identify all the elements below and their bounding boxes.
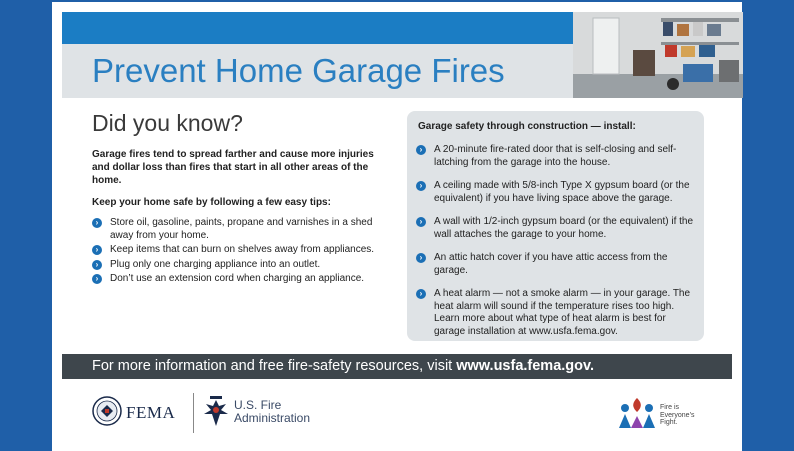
page-title: Prevent Home Garage Fires [92,52,505,89]
list-item [92,259,392,272]
chevron-circle-icon: › [92,274,102,284]
fema-logo-text: FEMA [126,403,176,422]
footer-text [92,358,594,374]
intro-text: Garage fires tend to spread farther and cause more injuries and dollar loss than fires that start in all other areas of the home. [92,149,374,186]
tips-heading: Keep your home safe by following a few easy tips: [92,197,331,208]
tip-text: Don’t use an extension cord when charging an appliance. [110,273,365,284]
tip-text: Keep items that can burn on shelves away from appliances. [110,244,375,255]
chevron-circle-icon: › [416,289,426,299]
tips-list [92,217,392,288]
list-item [92,217,392,242]
chevron-circle-icon: › [92,218,102,228]
chevron-circle-icon: › [416,181,426,191]
fire-campaign-text: Fire is Everyone’s Fight. [660,404,695,426]
list-item [416,288,694,338]
header-accent-bar [62,12,625,44]
construction-list [416,144,694,349]
construction-text: A 20-minute fire-rated door that is self-closing and self-latching from the garage into the house. [434,144,677,168]
list-item [92,273,392,286]
list-item [416,216,694,241]
construction-text: A ceiling made with 5/8-inch Type X gypsum board (or the equivalent) if you have living space above the garage. [434,180,690,204]
list-item [416,252,694,277]
fire-campaign-logo [617,396,657,430]
construction-text: A wall with 1/2-inch gypsum board (or the equivalent) if the wall attaches the garage to your home. [434,216,694,240]
tip-text: Plug only one charging appliance into an outlet. [110,258,321,270]
usfa-logo-text: U.S. Fire Administration [234,398,311,425]
construction-text: A heat alarm — not a smoke alarm — in your garage. The heat alarm will sound if the temperature rises too high. Learn more about what type of heat alarm is best for garage installation at www.usfa.fema.gov. [434,288,691,337]
chevron-circle-icon: › [92,260,102,270]
did-you-know-heading: Did you know? [92,110,243,136]
garage-photo [573,12,743,98]
tip-text: Store oil, gasoline, paints, propane and varnishes in a shed away from your home. [110,217,373,241]
usfa-eagle-icon [202,396,230,430]
list-item [416,144,694,169]
fema-logo [92,396,122,426]
chevron-circle-icon: › [416,217,426,227]
chevron-circle-icon: › [416,145,426,155]
construction-text: An attic hatch cover if you have attic access from the garage. [434,252,668,276]
footer-url-link[interactable]: www.usfa.fema.gov. [456,358,595,374]
footer-prefix: For more information and free fire-safety resources, visit [92,358,457,374]
construction-heading: Garage safety through construction — install: [418,121,636,132]
chevron-circle-icon: › [92,245,102,255]
chevron-circle-icon: › [416,253,426,263]
list-item [416,180,694,205]
list-item [92,244,392,257]
logo-divider [193,393,194,433]
